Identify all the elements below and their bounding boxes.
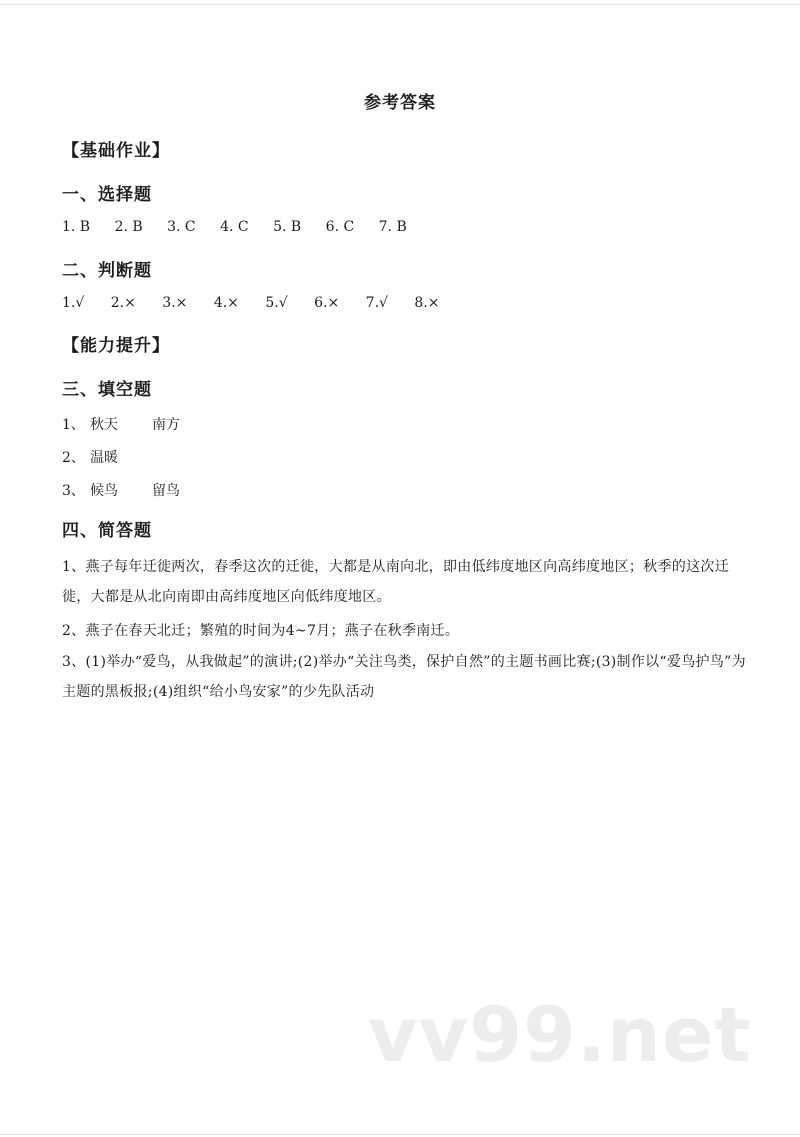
short-answer-1: 1、燕子每年迁徙两次，春季这次的迁徙，大都是从南向北，即由低纬度地区向高纬度地区；秋季的这次迁徙，大都是从北向南即由高纬度地区向低纬度地区。 [62, 559, 730, 605]
choice-heading: 一、选择题 [62, 185, 152, 205]
choice-answer: 1. B [62, 219, 91, 235]
fill-answer-a: 候鸟 [90, 483, 118, 499]
page-title: 参考答案 [364, 93, 436, 113]
judge-answer: 1.√ [62, 295, 85, 311]
section-basic-heading: 【基础作业】 [62, 141, 170, 161]
page-top-border [0, 4, 800, 5]
fill-answer-number: 3、 [62, 483, 85, 499]
fill-answer-number: 1、 [62, 417, 85, 433]
fill-answer-number: 2、 [62, 450, 85, 466]
judge-answer: 4.× [213, 295, 239, 311]
choice-answer: 3. C [167, 219, 196, 235]
fill-answer-a: 温暖 [90, 450, 118, 466]
fill-answer-row [62, 414, 180, 434]
judge-answer: 2.× [110, 295, 136, 311]
choice-answer: 4. C [220, 219, 249, 235]
page-bottom-border [0, 1134, 800, 1135]
judge-heading: 二、判断题 [62, 261, 152, 281]
judge-answer: 3.× [162, 295, 188, 311]
fill-answer-b: 南方 [152, 417, 180, 433]
choice-answer: 5. B [273, 219, 302, 235]
fill-answer-row [62, 480, 180, 500]
section-advanced-heading: 【能力提升】 [62, 336, 170, 356]
choice-answer: 6. C [325, 219, 355, 235]
fill-heading: 三、填空题 [62, 380, 152, 400]
judge-answer: 6.× [314, 295, 340, 311]
short-answer-2: 2、燕子在春天北迁；繁殖的时间为4~7月；燕子在秋季南迁。 [62, 623, 460, 639]
fill-answer-b: 留鸟 [152, 483, 180, 499]
short-answer-heading: 四、简答题 [62, 521, 152, 541]
judge-answer: 8.× [414, 295, 440, 311]
watermark: vv99.net [368, 990, 752, 1079]
fill-answer-a: 秋天 [90, 417, 118, 433]
choice-answer: 2. B [114, 219, 143, 235]
choice-answer: 7. B [378, 219, 407, 235]
judge-answers-row [62, 295, 461, 311]
judge-answer: 5.√ [265, 295, 288, 311]
short-answer-3: 3、(1)举办“爱鸟，从我做起”的演讲;(2)举办“关注鸟类，保护自然”的主题书画比赛;(3)制作以“爱鸟护鸟”为主题的黑板报;(4)组织“给小鸟安家”的少先队活动 [62, 654, 746, 700]
fill-answer-row [62, 447, 152, 467]
choice-answers-row [62, 219, 427, 235]
judge-answer: 7.√ [365, 295, 388, 311]
